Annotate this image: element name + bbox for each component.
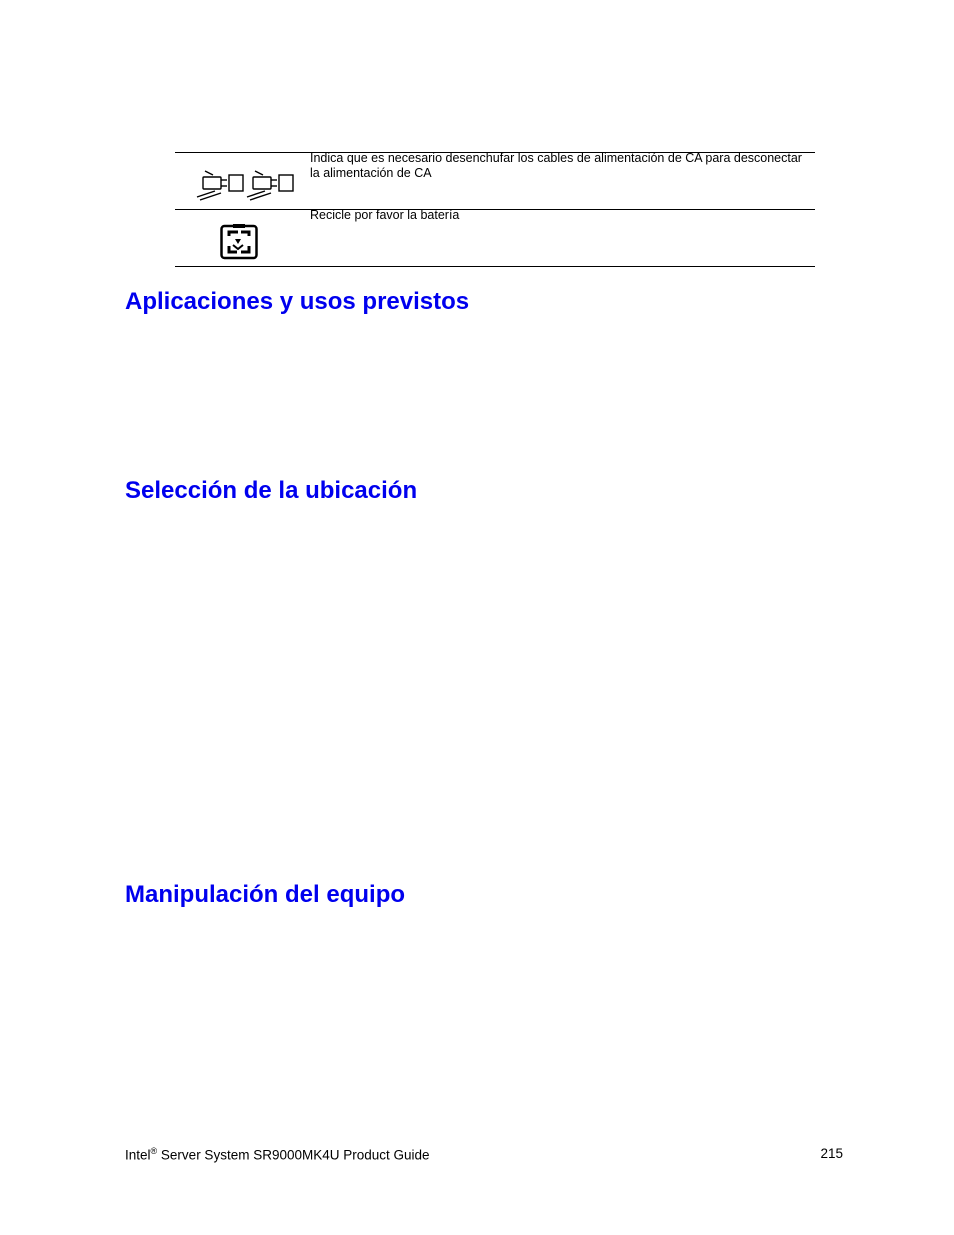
section-heading-applications: Aplicaciones y usos previstos — [125, 288, 470, 315]
symbol-row-recycle — [175, 209, 815, 267]
registered-mark: ® — [150, 1146, 158, 1156]
section-heading-location: Selección de la ubicación — [125, 477, 418, 504]
footer-product-title — [125, 1146, 430, 1163]
symbol-description: Recicle por favor la batería — [310, 208, 460, 222]
section-heading-handling: Manipulación del equipo — [125, 881, 406, 908]
footer-product-name: Server System SR9000MK4U Product Guide — [157, 1147, 430, 1163]
symbol-description: Indica que es necesario desenchufar los cables de alimentación de CA para desconectar la alimentación de CA — [310, 151, 802, 180]
safety-symbols-table — [175, 152, 815, 267]
page-number: 215 — [820, 1146, 843, 1161]
unplug-power-cords-icon — [195, 163, 305, 203]
footer-brand: Intel — [125, 1147, 151, 1163]
battery-recycle-icon — [220, 224, 260, 264]
symbol-row-unplug — [175, 152, 815, 209]
